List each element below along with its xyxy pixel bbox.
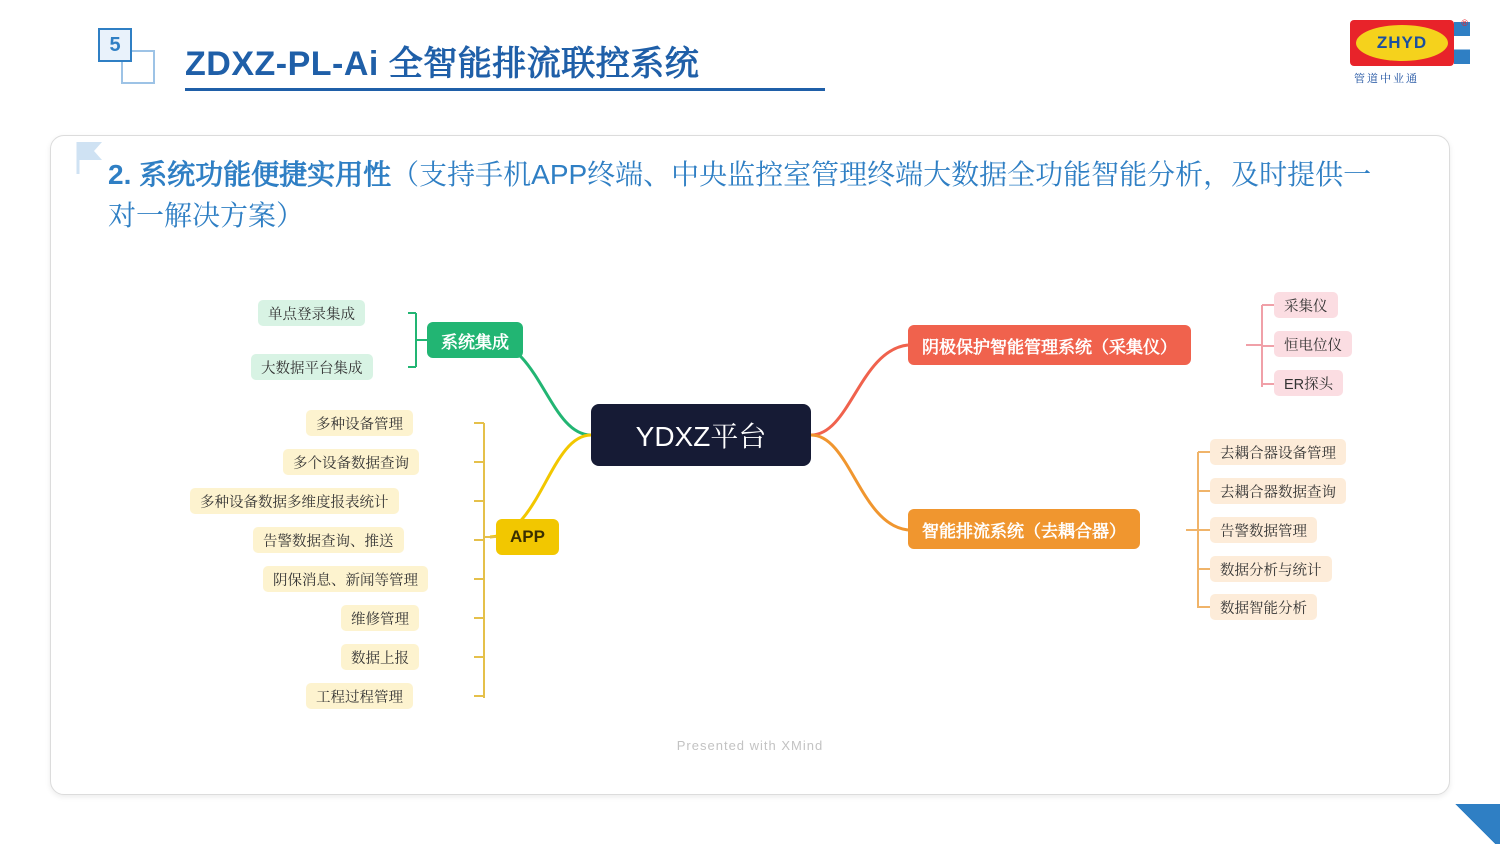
- leaf-node[interactable]: 去耦合器设备管理: [1210, 439, 1346, 465]
- logo-ellipse: [1356, 25, 1448, 61]
- leaf-node[interactable]: ER探头: [1274, 370, 1343, 396]
- leaf-node[interactable]: 去耦合器数据查询: [1210, 478, 1346, 504]
- section-heading-rest: （支持手机APP终端、中央监控室管理终端大数据全功能智能分析，及时提供一对一解决方案）: [108, 159, 1372, 231]
- leaf-node[interactable]: 数据上报: [341, 644, 419, 670]
- leaf-node[interactable]: 工程过程管理: [306, 683, 413, 709]
- branch-node-cathodic-protection[interactable]: 阴极保护智能管理系统（采集仪）: [908, 325, 1191, 365]
- registered-mark-icon: ®: [1461, 18, 1468, 28]
- leaf-node[interactable]: 维修管理: [341, 605, 419, 631]
- header-divider: [185, 88, 825, 91]
- company-logo: [1344, 18, 1470, 92]
- page-title: ZDXZ-PL-Ai 全智能排流联控系统: [185, 45, 700, 83]
- leaf-node[interactable]: 告警数据管理: [1210, 517, 1317, 543]
- leaf-node[interactable]: 数据智能分析: [1210, 594, 1317, 620]
- leaf-node[interactable]: 数据分析与统计: [1210, 556, 1332, 582]
- center-node[interactable]: YDXZ平台: [591, 404, 811, 466]
- logo-stripes: [1454, 22, 1470, 64]
- leaf-node[interactable]: 单点登录集成: [258, 300, 365, 326]
- logo-text: ZHYD: [1376, 33, 1428, 52]
- leaf-node[interactable]: 多种设备数据多维度报表统计: [190, 488, 399, 514]
- branch-node-system-integration[interactable]: 系统集成: [427, 322, 523, 358]
- leaf-node[interactable]: 采集仪: [1274, 292, 1338, 318]
- slide-number-badge: 5: [98, 28, 132, 62]
- leaf-node[interactable]: 告警数据查询、推送: [253, 527, 404, 553]
- xmind-credit: Presented with XMind: [676, 738, 824, 753]
- corner-decoration: [1450, 804, 1500, 844]
- section-heading-bold: 2. 系统功能便捷实用性: [108, 159, 392, 190]
- mindmap: [50, 135, 1450, 795]
- branch-node-app[interactable]: APP: [496, 519, 559, 555]
- logo-subtitle: 管道中业通: [1354, 73, 1419, 85]
- logo-badge: [1350, 20, 1454, 66]
- leaf-node[interactable]: 多种设备管理: [306, 410, 413, 436]
- leaf-node[interactable]: 大数据平台集成: [251, 354, 373, 380]
- leaf-node[interactable]: 多个设备数据查询: [283, 449, 419, 475]
- branch-node-smart-drainage[interactable]: 智能排流系统（去耦合器）: [908, 509, 1140, 549]
- leaf-node[interactable]: 阴保消息、新闻等管理: [263, 566, 428, 592]
- leaf-node[interactable]: 恒电位仪: [1274, 331, 1352, 357]
